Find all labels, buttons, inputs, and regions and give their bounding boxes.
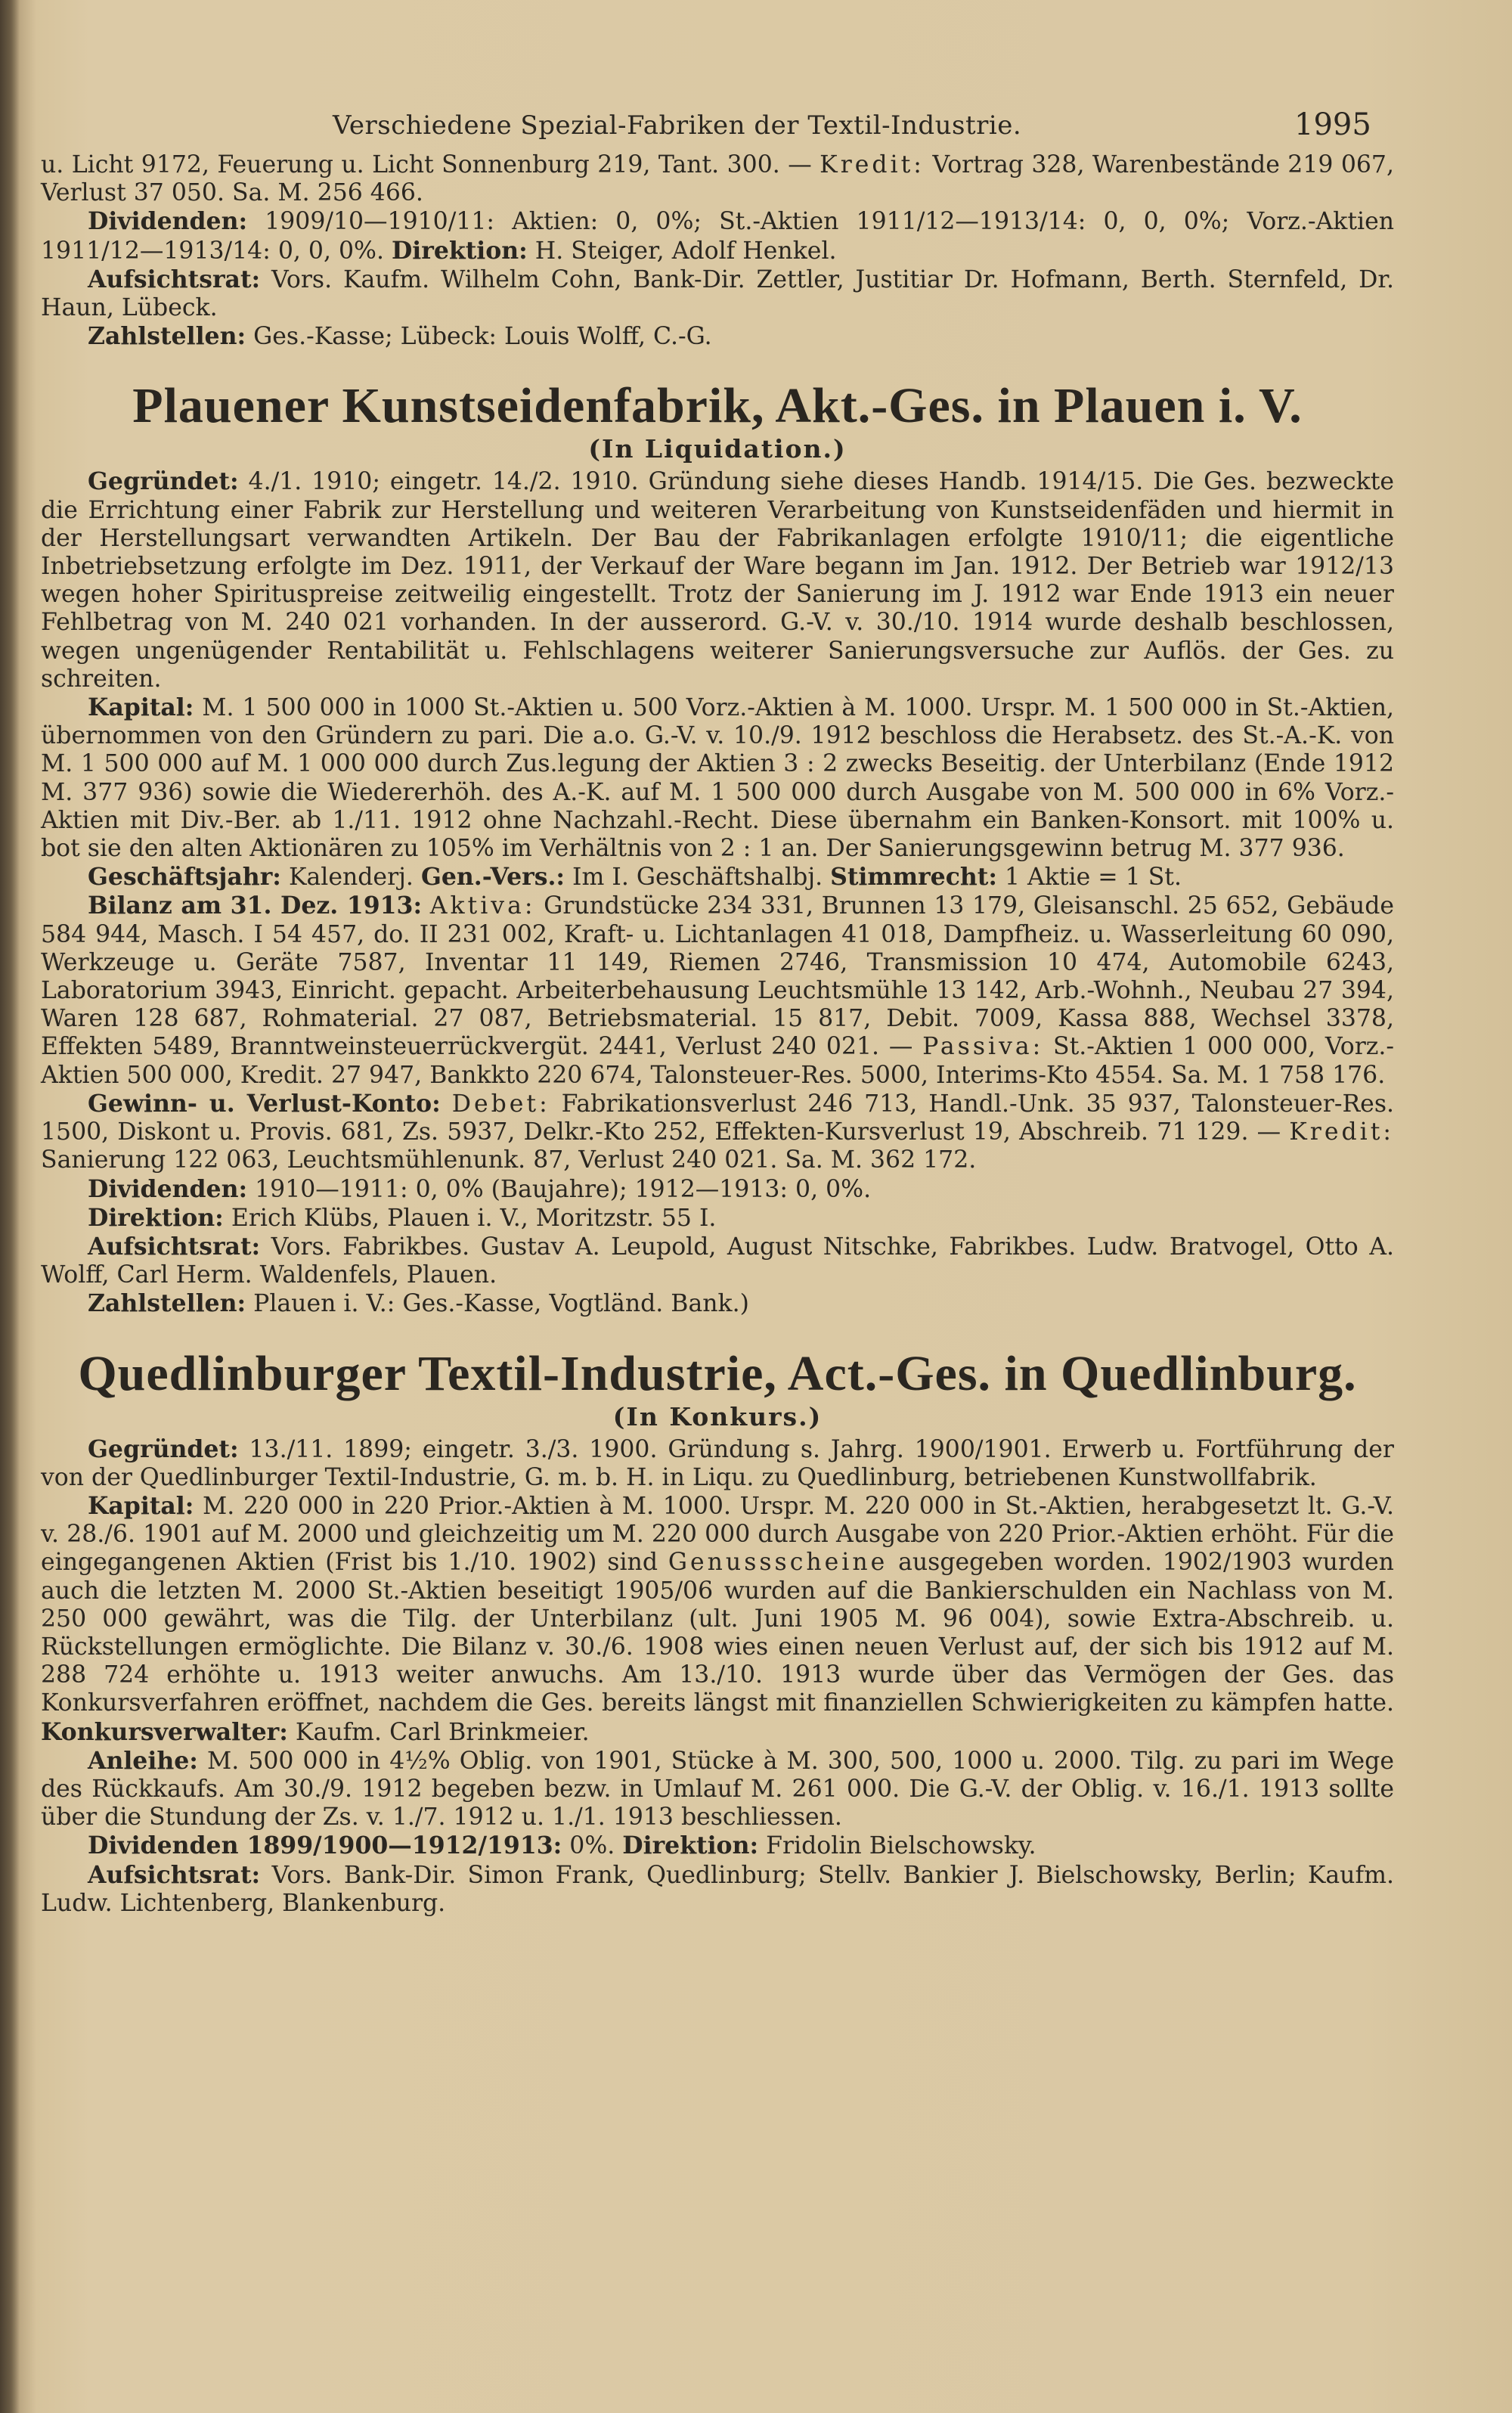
plauener-direktion: Direktion: Erich Klübs, Plauen i. V., Moritzstr. 55 I. <box>88 1203 717 1232</box>
plauener-dividenden: Dividenden: 1910—1911: 0, 0% (Baujahre); 1912—1913: 0, 0%. <box>88 1174 872 1203</box>
plauener-bilanz: Bilanz am 31. Dez. 1913: Aktiva: Grundstücke 234 331, Brunnen 13 179, Gleisanschl. 25 652, Gebäude 584 944, Masch. I 54 457, do. II 231 002, Kraft- u. Lichtanlagen 41 018, Dampfheiz. u. Wasserleitung 60 090, Werkzeuge u. Geräte 7587, Inventar 11 149, Riemen 2746, Transmission 10 474, Automobile 6243, Laboratorium 3943, Einricht. gepacht. Arbeiterbehausung Leuchtsmühle 13 142, Arb.-Wohnh., Neubau 27 394, Waren 128 687, Rohmaterial. 27 087, Betriebsmaterial. 15 817, Debit. 7009, Kassa 888, Wechsel 3378, Effekten 5489, Branntweinsteuerrückvergüt. 2441, Verlust 240 021. — Passiva: St.-Aktien 1 000 000, Vorz.-Aktien 500 000, Kredit. 27 947, Bankkto 220 674, Talonsteuer-Res. 5000, Interims-Kto 4554. Sa. M. 1 758 176. <box>41 892 1395 1089</box>
page-number: 1995 <box>1294 107 1371 142</box>
running-header-title: Verschiedene Spezial-Fabriken der Textil-Industrie. <box>333 110 1022 141</box>
quedlinburger-anleihe: Anleihe: M. 500 000 in 4½% Oblig. von 1901, Stücke à M. 300, 500, 1000 u. 2000. Tilg. zu pari im Wege des Rückkaufs. Am 30./9. 1912 begeben bezw. in Umlauf M. 261 000. Die G.-V. der Oblig. v. 16./1. 1913 sollte über die Stundung der Zs. v. 1./7. 1912 u. 1./1. 1913 beschliessen. <box>41 1746 1394 1831</box>
company-status-liquidation: (In Liquidation.) <box>588 434 847 464</box>
page-body <box>41 106 1394 1918</box>
company-status-konkurs: (In Konkurs.) <box>612 1401 823 1431</box>
quedlinburger-gegruendet: Gegründet: 13./11. 1899; eingetr. 3./3. 1900. Gründung s. Jahrg. 1900/1901. Erwerb u. Fortführung der von der Quedlinburger Textil-Industrie, G. m. b. H. in Liqu. zu Quedlinburg, betriebenen Kunstwollfabrik. <box>41 1434 1394 1491</box>
company-title-quedlinburger: Quedlinburger Textil-Industrie, Act.-Ges. in Quedlinburg. <box>78 1345 1357 1401</box>
continuation-dividends: Dividenden: 1909/10—1910/11: Aktien: 0, 0%; St.-Aktien 1911/12—1913/14: 0, 0, 0%; Vorz.-Aktien 1911/12—1913/14: 0, 0, 0%. Direktion: H. Steiger, Adolf Henkel. <box>41 207 1394 265</box>
kredit-label: Kredit: <box>820 151 925 178</box>
quedlinburger-kapital: Kapital: M. 220 000 in 220 Prior.-Aktien à M. 1000. Urspr. M. 220 000 in St.-Aktien, herabgesetzt lt. G.-V. v. 28./6. 1901 auf M. 2000 und gleichzeitig um M. 220 000 durch Ausgabe von 220 Prior.-Aktien erhöht. Für die eingegangenen Aktien (Frist bis 1./10. 1902) sind Genussscheine ausgegeben worden. 1902/1903 wurden auch die letzten M. 2000 St.-Aktien beseitigt 1905/06 wurden auf die Bankierschulden ein Nachlass von M. 250 000 gewährt, was die Tilg. der Unterbilanz (ult. Juni 1905 M. 96 004), sowie Extra-Abschreib. u. Rückstellungen ermöglichte. Die Bilanz v. 30./6. 1908 wies einen neuen Verlust auf, der sich bis 1912 auf M. 288 724 erhöhte u. 1913 weiter anwuchs. Am 13./10. 1913 wurde über das Vermögen der Ges. das Konkursverfahren eröffnet, nachdem die Ges. bereits längst mit finanziellen Schwierigkeiten zu kämpfen hatte. Konkursverwalter: Kaufm. Carl Brinkmeier. <box>41 1491 1394 1746</box>
plauener-kapital: Kapital: M. 1 500 000 in 1000 St.-Aktien u. 500 Vorz.-Aktien à M. 1000. Urspr. M. 1 500 000 in St.-Aktien, übernommen von den Gründern zu pari. Die a.o. G.-V. v. 10./9. 1912 beschloss die Herabsetz. des St.-A.-K. von M. 1 500 000 auf M. 1 000 000 durch Zus.legung der Aktien 3 : 2 zwecks Beseitig. der Unterbilanz (Ende 1912 M. 377 936) sowie die Wiedererhöh. des A.-K. auf M. 1 500 000 durch Ausgabe von M. 500 000 in 6% Vorz.-Aktien mit Div.-Ber. ab 1./11. 1912 ohne Nachzahl.-Recht. Diese übernahm ein Banken-Konsort. mit 100% u. bot sie den alten Aktionären zu 105% im Verhältnis von 2 : 1 an. Der Sanierungsgewinn betrug M. 377 936. <box>41 693 1394 863</box>
book-gutter-shadow <box>0 0 20 2413</box>
quedlinburger-aufsichtsrat: Aufsichtsrat: Vors. Bank-Dir. Simon Frank, Quedlinburg; Stellv. Bankier J. Bielschowsky, Berlin; Kaufm. Ludw. Lichtenberg, Blankenburg. <box>41 1860 1394 1917</box>
plauener-gegruendet: Gegründet: 4./1. 1910; eingetr. 14./2. 1910. Gründung siehe dieses Handb. 1914/15. Die Ges. bezweckte die Errichtung einer Fabrik zur Herstellung und weiteren Verarbeitung von Kunstseidenfäden und hiermit in der Herstellungsart verwandten Artikeln. Der Bau der Fabrikanlagen erfolgte 1910/11; die eigentliche Inbetriebsetzung erfolgte im Dez. 1911, der Verkauf der Ware begann im Jan. 1912. Der Betrieb war 1912/13 wegen hoher Spirituspreise zeitweilig eingestellt. Trotz der Sanierung im J. 1912 war Ende 1913 ein neuer Fehlbetrag von M. 240 021 vorhanden. In der ausserord. G.-V. v. 30./10. 1914 wurde deshalb beschlossen, wegen ungenügender Rentabilität u. Fehlschlagens weiterer Sanierungsversuche zur Auflös. der Ges. zu schreiten. <box>41 467 1394 693</box>
continuation-financials: u. Licht 9172, Feuerung u. Licht Sonnenburg 219, Tant. 300. — Kredit: Vortrag 328, Warenbestände 219 067, Verlust 37 050. Sa. M. 256 466. <box>41 151 1394 207</box>
plauener-geschaeftsjahr: Geschäftsjahr: Kalenderj. Gen.-Vers.: Im I. Geschäftshalbj. Stimmrecht: 1 Aktie = 1 St. <box>88 863 1182 892</box>
plauener-guv: Gewinn- u. Verlust-Konto: Debet: Fabrikationsverlust 246 713, Handl.-Unk. 35 937, Talonsteuer-Res. 1500, Diskont u. Provis. 681, Zs. 5937, Delkr.-Kto 252, Effekten-Kursverlust 19, Abschreib. 71 129. — Kredit: Sanierung 122 063, Leuchtsmühlenunk. 87, Verlust 240 021. Sa. M. 362 172. <box>41 1089 1394 1174</box>
continuation-aufsichtsrat: Aufsichtsrat: Vors. Kaufm. Wilhelm Cohn, Bank-Dir. Zettler, Justitiar Dr. Hofmann, Berth. Sternfeld, Dr. Haun, Lübeck. <box>41 265 1394 322</box>
continuation-zahlstellen: Zahlstellen: Ges.-Kasse; Lübeck: Louis Wolff, C.-G. <box>88 322 712 351</box>
plauener-aufsichtsrat: Aufsichtsrat: Vors. Fabrikbes. Gustav A. Leupold, August Nitschke, Fabrikbes. Ludw. Bratvogel, Otto A. Wolff, Carl Herm. Waldenfels, Plauen. <box>41 1232 1394 1289</box>
quedlinburger-dividenden: Dividenden 1899/1900—1912/1913: 0%. Direktion: Fridolin Bielschowsky. <box>88 1831 1036 1860</box>
plauener-zahlstellen: Zahlstellen: Plauen i. V.: Ges.-Kasse, Vogtländ. Bank.) <box>88 1289 749 1318</box>
company-title-plauener: Plauener Kunstseidenfabrik, Akt.-Ges. in Plauen i. V. <box>132 378 1303 434</box>
